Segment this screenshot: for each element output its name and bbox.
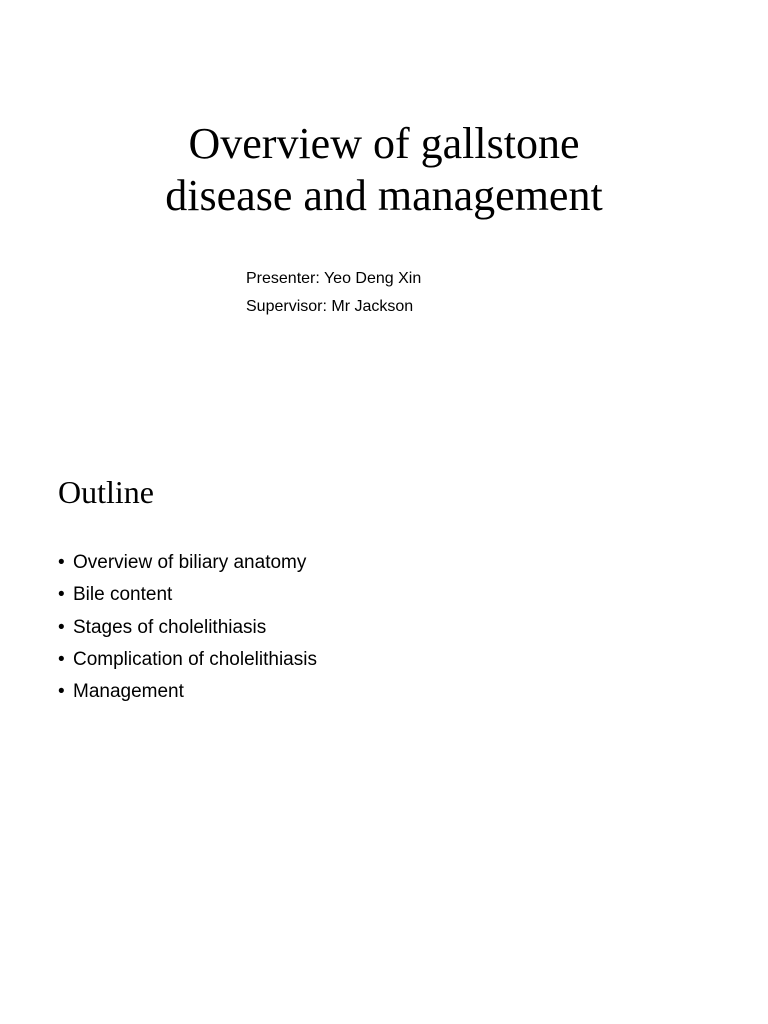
outline-slide xyxy=(0,430,768,1024)
title-slide xyxy=(0,0,768,430)
list-item xyxy=(58,612,317,644)
list-item-label: Bile content xyxy=(73,584,173,606)
list-item xyxy=(58,547,317,579)
list-item-label: Complication of cholelithiasis xyxy=(73,648,317,670)
bullet-icon: • xyxy=(58,681,65,703)
presenter-line: Presenter: Yeo Deng Xin xyxy=(246,270,422,287)
bullet-icon: • xyxy=(58,552,65,573)
bullet-icon: • xyxy=(58,648,65,670)
presenter-info xyxy=(246,265,421,321)
outline-heading: Outline xyxy=(58,474,154,510)
list-item xyxy=(58,644,317,676)
supervisor-line: Supervisor: Mr Jackson xyxy=(246,298,414,315)
bullet-icon: • xyxy=(58,584,65,606)
list-item xyxy=(58,676,317,708)
slide-title-line-2: disease and management xyxy=(165,171,603,220)
list-item-label: Management xyxy=(73,681,184,703)
bullet-icon: • xyxy=(58,616,65,638)
slide-title-line-1: Overview of gallstone xyxy=(188,119,580,168)
list-item-label: Overview of biliary anatomy xyxy=(73,552,307,573)
list-item-label: Stages of cholelithiasis xyxy=(73,616,267,638)
slide-title xyxy=(0,118,768,222)
outline-list xyxy=(58,547,317,708)
list-item xyxy=(58,579,317,611)
